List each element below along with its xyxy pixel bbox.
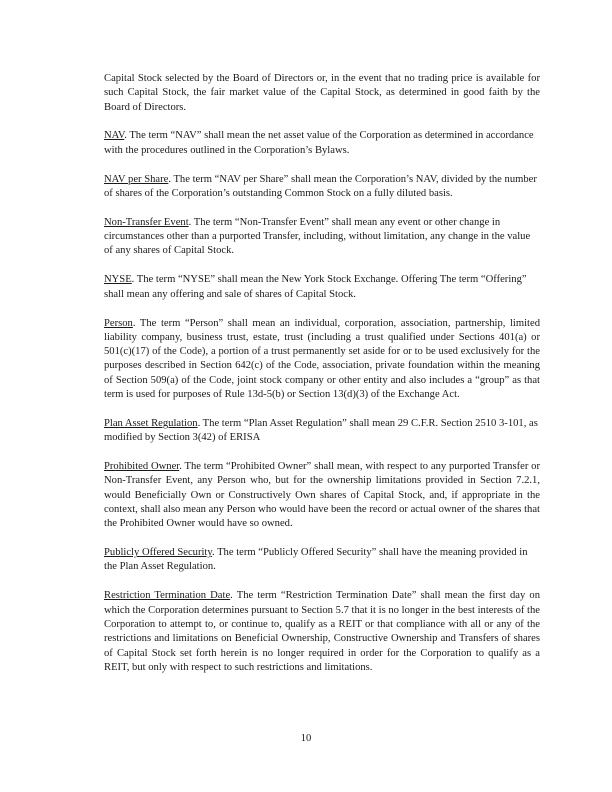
definition-plan-asset-regulation (104, 417, 540, 446)
paragraph-continuation (104, 72, 540, 115)
definition-text: . The term “Publicly Offered Security” shall have the meaning provided in the Plan Asset Regulation. (104, 547, 528, 573)
definition-publicly-offered-security (104, 546, 540, 575)
definition-text: . The term “NYSE” shall mean the New York Stock Exchange. Offering The term “Offering” shall mean any offering and sale of shares of Capital Stock. (104, 274, 527, 300)
page-body (104, 72, 540, 690)
definition-prohibited-owner (104, 460, 540, 531)
defined-term: NAV (104, 130, 125, 142)
definition-text: . The term “Person” shall mean an individual, corporation, association, partnership, limited liability company, business trust, estate, trust (including a trust qualified under Sections 401(a) or 501(c)(17) of the Code), a portion of a trust permanently set aside for or to be used exclusively for the purposes described in Section 642(c) of the Code, association, private foundation within the meaning of Section 509(a) of the Code, joint stock company or other entity and also includes a “group” as that term is used for purposes of Rule 13d-5(b) or Section 13(d)(3) of the Exchange Act. (104, 317, 540, 401)
definition-text: . The term “NAV” shall mean the net asset value of the Corporation as determined in accordance with the procedures outlined in the Corporation’s Bylaws. (104, 130, 534, 156)
defined-term: Non-Transfer Event (104, 216, 189, 228)
definition-nav (104, 129, 540, 158)
defined-term: Publicly Offered Security (104, 547, 212, 559)
defined-term: Restriction Termination Date (104, 590, 231, 602)
definition-non-transfer-event (104, 216, 540, 259)
page-number: 10 (300, 733, 312, 744)
defined-term: NAV per Share (104, 173, 169, 185)
definition-restriction-termination-date (104, 589, 540, 675)
defined-term: Plan Asset Regulation (104, 417, 198, 429)
definition-text: . The term “Non-Transfer Event” shall mean any event or other change in circumstances other than a purported Transfer, including, without limitation, any change in the value of any shares of Capital Stock. (104, 216, 531, 257)
definition-nav-per-share (104, 173, 540, 202)
definition-text: . The term “Restriction Termination Date” shall mean the first day on which the Corporation determines pursuant to Section 5.7 that it is no longer in the best interests of the Corporation to attempt to, or continue to, qualify as a REIT or that compliance with all or any of the restrictions and limitations on Beneficial Ownership, Constructive Ownership and Transfers of shares of Capital Stock set forth herein is no longer required in order for the Corporation to qualify as a REIT, but only with respect to such restrictions and limitations. (104, 590, 541, 673)
defined-term: NYSE (104, 274, 132, 286)
defined-term: Person (104, 317, 133, 329)
definition-text: . The term “Plan Asset Regulation” shall mean 29 C.F.R. Section 2510 3-101, as modified by Section 3(42) of ERISA (104, 417, 538, 444)
defined-term: Prohibited Owner (104, 461, 180, 473)
definition-text: . The term “Prohibited Owner” shall mean, with respect to any purported Transfer or Non-Transfer Event, any Person who, but for the ownership limitations provided in Section 7.2.1, would Beneficially Own or Constructively Own shares of Capital Stock, and, if appropriate in the context, shall also mean any Person who would have been the record or actual owner of the shares that the Prohibited Owner would have so owned. (104, 461, 540, 530)
definition-person (104, 317, 540, 403)
definition-nyse (104, 273, 540, 302)
definition-text: . The term “NAV per Share” shall mean the Corporation’s NAV, divided by the number of shares of the Corporation’s outstanding Common Stock on a fully diluted basis. (104, 173, 537, 199)
paragraph-text: Capital Stock selected by the Board of Directors or, in the event that no trading price is available for such Capital Stock, the fair market value of the Capital Stock, as determined in good faith by the Board of Directors. (104, 73, 540, 113)
